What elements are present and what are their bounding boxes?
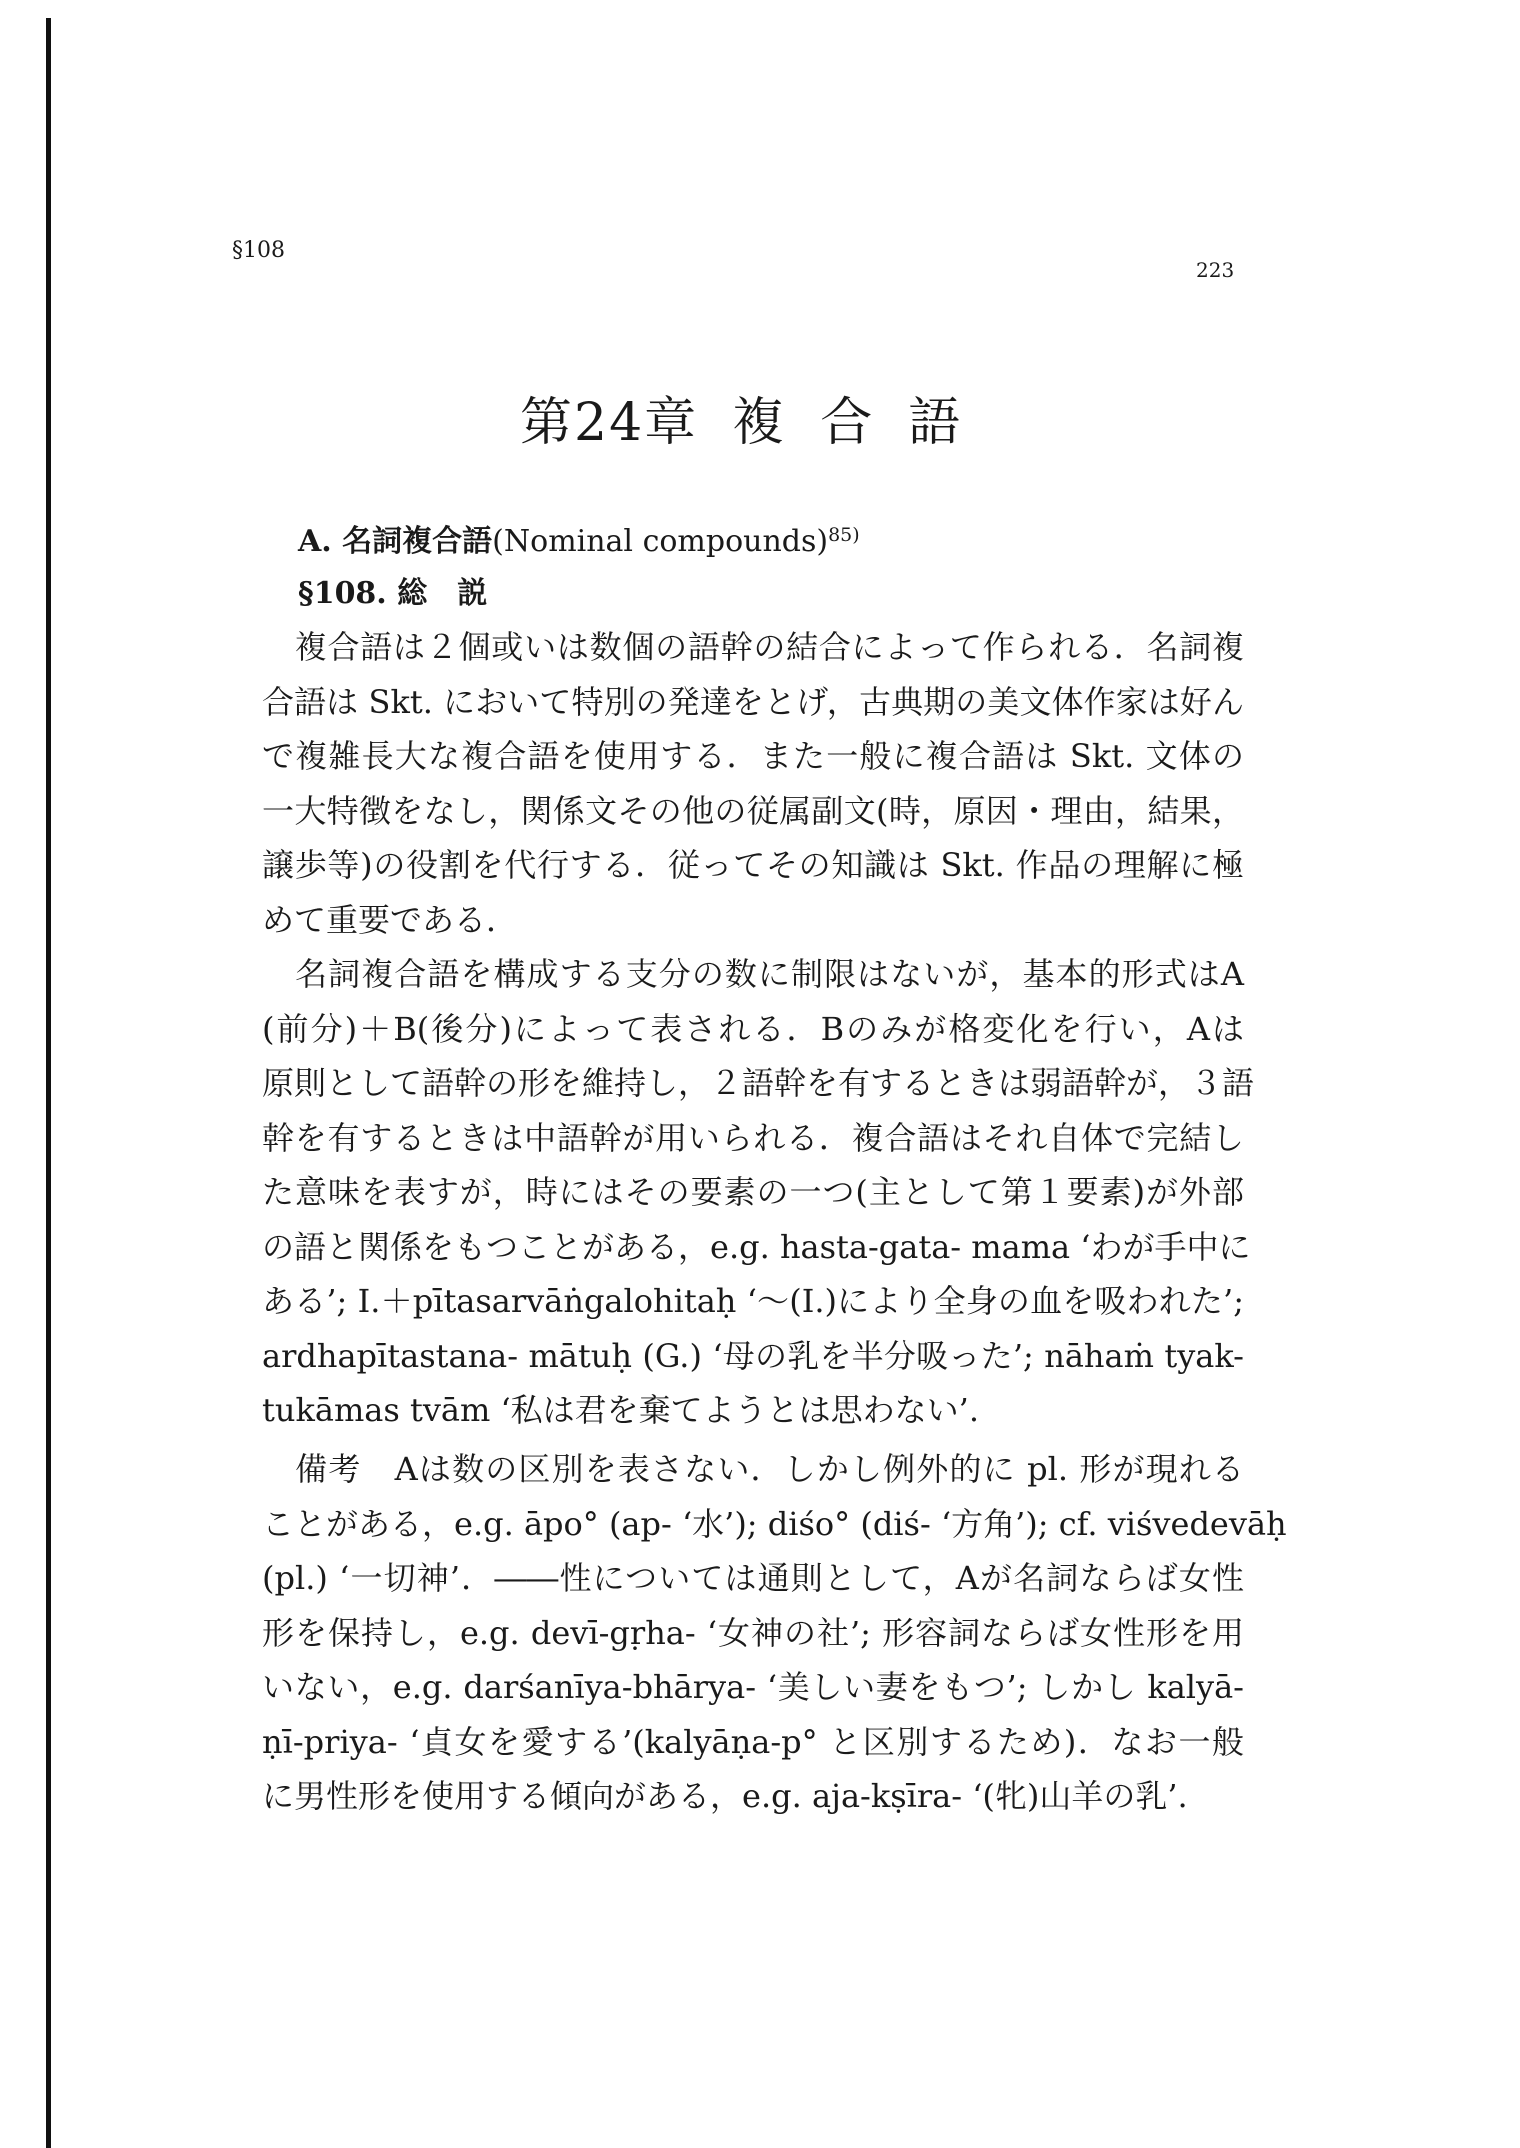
text-line: 原則として語幹の形を維持し，２語幹を有するときは弱語幹が，３語 (262, 1064, 1255, 1102)
running-section-ref: §108 (232, 238, 285, 263)
chapter-title-char: 合 (820, 393, 875, 453)
binding-edge (46, 18, 51, 2148)
text-line: めて重要である． (262, 900, 519, 939)
footnote-ref: 85) (828, 524, 860, 546)
text-line: ことがある，e.g. āpo° (ap- ‘水’); diśo° (diś- ‘方角’); cf. viśvedevāḥ (262, 1504, 1287, 1543)
text-line: で複雑長大な複合語を使用する．また一般に複合語は Skt. 文体の (262, 737, 1244, 775)
text-line: 備考 Aは数の区別を表さない．しかし例外的に pl. 形が現れる (262, 1450, 1244, 1488)
text-line: ある’; I.＋pītasarvāṅgalohitaḥ ‘～(I.)により全身の血を吸われた’; (262, 1282, 1244, 1320)
text-line: いない，e.g. darśanīya-bhārya- ‘美しい妻をもつ’; しかし kalyā- (262, 1668, 1244, 1706)
paragraph-1 (262, 620, 1244, 947)
page-number: 223 (1196, 258, 1235, 282)
part-heading-english: (Nominal compounds) (492, 524, 829, 559)
text-line: ṇī-priya- ‘貞女を愛する’(kalyāṇa-p° と区別するため)．なお一般 (262, 1722, 1244, 1761)
text-line: 一大特徴をなし，関係文その他の従属副文(時，原因・理由，結果， (262, 791, 1244, 830)
remark-paragraph (262, 1442, 1287, 1824)
text-line: 合語は Skt. において特別の発達をとげ，古典期の美文体作家は好ん (262, 682, 1244, 721)
section-heading (298, 568, 487, 612)
text-line: (前分)＋B(後分)によって表される．Bのみが格変化を行い，Aは (262, 1009, 1244, 1048)
chapter-title-char: 語 (908, 393, 963, 453)
text-line: 譲歩等)の役割を代行する．従ってその知識は Skt. 作品の理解に極 (262, 846, 1244, 884)
text-line: 形を保持し，e.g. devī-gṛha- ‘女神の社’; 形容詞ならば女性形を用 (262, 1613, 1244, 1652)
section-heading-label: §108. 総 説 (298, 576, 488, 611)
paragraph-2 (262, 947, 1255, 1438)
text-line: 幹を有するときは中語幹が用いられる．複合語はそれ自体で完結し (262, 1118, 1244, 1157)
chapter-number: 第24章 (520, 393, 699, 453)
text-line: 名詞複合語を構成する支分の数に制限はないが，基本的形式はA (262, 955, 1244, 993)
text-line: tukāmas tvām ‘私は君を棄てようとは思わない’. (262, 1391, 980, 1429)
part-heading (298, 516, 860, 560)
text-line: に男性形を使用する傾向がある，e.g. aja-kṣīra- ‘(牝)山羊の乳’. (262, 1777, 1188, 1815)
text-line: (pl.) ‘一切神’．――性については通則として，Aが名詞ならば女性 (262, 1559, 1244, 1597)
part-heading-label: A. 名詞複合語 (298, 524, 493, 559)
text-line: ardhapītastana- mātuḥ (G.) ‘母の乳を半分吸った’; nāhaṁ tyak- (262, 1336, 1244, 1375)
chapter-title (520, 380, 962, 455)
chapter-title-char: 複 (732, 393, 787, 453)
text-line: 複合語は２個或いは数個の語幹の結合によって作られる．名詞複 (262, 628, 1244, 666)
text-line: た意味を表すが，時にはその要素の一つ(主として第１要素)が外部 (262, 1173, 1244, 1211)
text-line: の語と関係をもつことがある，e.g. hasta-gata- mama ‘わが手中に (262, 1227, 1251, 1266)
